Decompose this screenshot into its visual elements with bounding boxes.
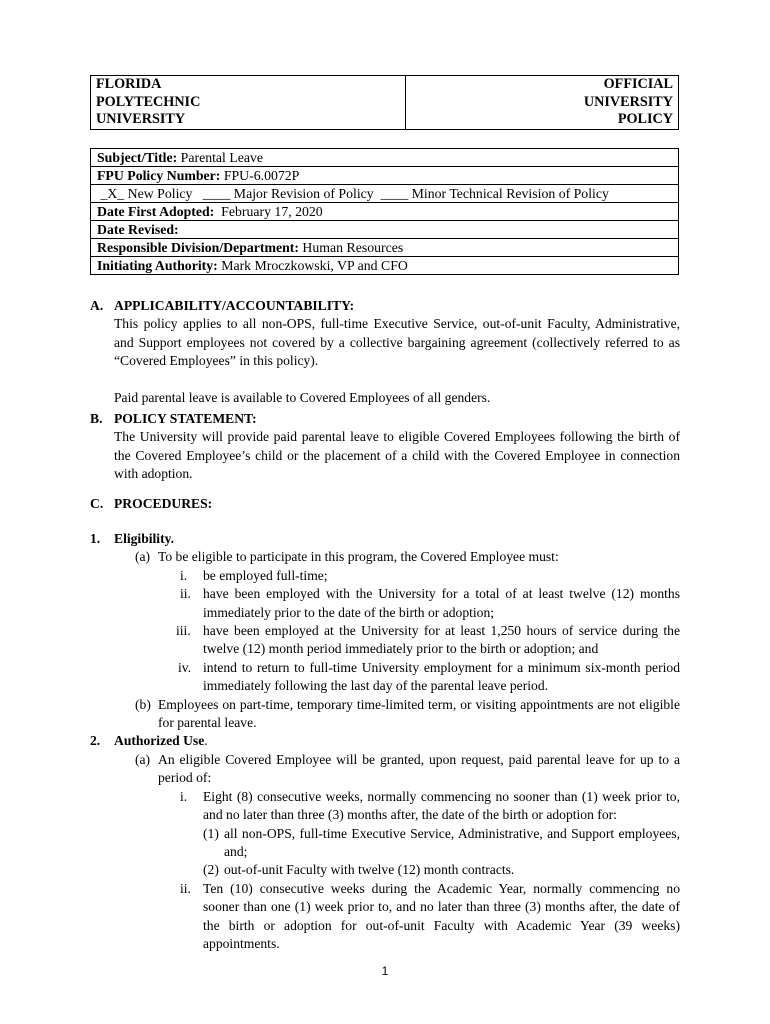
- section-b-paragraph: The University will provide paid parental leave to eligible Covered Employees following the birth of the Covered Employee’s child or the placement of a child with the Covered Employee in connection with adoption.: [114, 429, 680, 482]
- header-left-2: POLYTECHNIC: [96, 93, 201, 110]
- section-c: [90, 495, 680, 513]
- date-adopted-label: Date First Adopted:: [97, 204, 215, 219]
- authorized-ii-number: ii.: [180, 880, 191, 896]
- eligibility-subitem-iii: [90, 622, 680, 659]
- authorized-sub-1-text: all non-OPS, full-time Executive Service, Administrative, and Support employees, and;: [224, 825, 680, 859]
- section-a: [90, 297, 680, 407]
- section-a-paragraph-1: This policy applies to all non-OPS, full-time Executive Service, out-of-unit Faculty, Administrative, and Support employees not covered by a collective bargaining agreement (collectively referred to as “Covered Employees” in this policy).: [114, 316, 680, 369]
- revision-type-row: [91, 185, 679, 203]
- eligibility-i-number: i.: [180, 567, 188, 583]
- eligibility-iii-text: have been employed at the University for at least 1,250 hours of service during the twelve (12) month period immediately prior to the birth or adoption; and: [203, 623, 680, 657]
- authorized-i-text: Eight (8) consecutive weeks, normally commencing no sooner than (1) week prior to, and no later than three (3) months after, the date of the birth or adoption for:: [203, 788, 680, 823]
- eligibility-iv-number: iv.: [178, 659, 192, 675]
- authority-row: [91, 257, 679, 275]
- section-a-heading: [90, 297, 680, 315]
- eligibility-i-text: be employed full-time;: [203, 567, 328, 583]
- eligibility-section: [90, 530, 680, 953]
- authorized-sub-2-number: (2): [203, 862, 219, 878]
- official-policy-label: [405, 76, 678, 130]
- header-right-2: UNIVERSITY: [583, 93, 673, 110]
- revision-type-text: _X_ New Policy ____ Major Revision of Policy ____ Minor Technical Revision of Policy: [97, 186, 609, 201]
- eligibility-heading: [90, 530, 680, 548]
- eligibility-iv-text: intend to return to full-time University employment for a minimum six-month period immediately following the last day of the parental leave period.: [203, 659, 680, 694]
- eligibility-b-label: (b): [135, 696, 151, 712]
- section-a-paragraph-2: Paid parental leave is available to Covered Employees of all genders.: [114, 389, 491, 405]
- division-row: [91, 239, 679, 257]
- authorized-sub-2: [90, 861, 680, 879]
- header-right-1: OFFICIAL: [603, 76, 673, 92]
- eligibility-b-text: Employees on part-time, temporary time-limited term, or visiting appointments are not eligible for parental leave.: [158, 696, 680, 731]
- subject-label: Subject/Title:: [97, 150, 178, 165]
- header-right-3: POLICY: [617, 111, 673, 128]
- header-table: [90, 75, 679, 130]
- authorized-use-period: .: [204, 733, 208, 749]
- authorized-use-heading: [90, 732, 680, 750]
- eligibility-a-label: (a): [135, 549, 151, 565]
- eligibility-subitem-i: [90, 567, 680, 585]
- university-name: [91, 76, 406, 130]
- authorized-sub-1: [90, 825, 680, 862]
- eligibility-subitem-iv: [90, 659, 680, 696]
- policy-number-label: FPU Policy Number:: [97, 168, 221, 183]
- authority-value: Mark Mroczkowski, VP and CFO: [217, 258, 408, 273]
- section-b: [90, 410, 680, 484]
- header-left-1: FLORIDA: [96, 76, 162, 92]
- date-adopted-row: [91, 203, 679, 221]
- eligibility-ii-text: have been employed with the University for a total of at least twelve (12) months immediately prior to the date of the birth or adoption;: [203, 586, 680, 620]
- section-b-heading: [90, 410, 680, 428]
- section-b-letter: B.: [90, 411, 103, 426]
- division-value: Human Resources: [298, 240, 404, 255]
- authorized-subitem-ii: [90, 880, 680, 954]
- eligibility-ii-number: ii.: [180, 586, 191, 602]
- section-a-title: APPLICABILITY/ACCOUNTABILITY:: [114, 298, 355, 313]
- authorized-a-text: An eligible Covered Employee will be granted, upon request, paid parental leave for up to a period of:: [158, 751, 680, 786]
- authorized-sub-1-number: (1): [203, 825, 219, 841]
- authorized-use-number: 2.: [90, 733, 101, 749]
- eligibility-item-a: [90, 548, 680, 566]
- eligibility-a-text: To be eligible to participate in this program, the Covered Employee must:: [158, 549, 559, 565]
- section-c-letter: C.: [90, 496, 104, 511]
- eligibility-iii-number: iii.: [176, 623, 191, 639]
- authorized-i-number: i.: [180, 788, 188, 804]
- eligibility-number: 1.: [90, 531, 101, 546]
- date-adopted-value: February 17, 2020: [214, 204, 323, 219]
- date-revised-row: [91, 221, 679, 239]
- policy-meta-table: [90, 148, 679, 275]
- section-c-heading: [90, 495, 680, 513]
- division-label: Responsible Division/Department:: [97, 240, 299, 255]
- subject-row: [91, 149, 679, 167]
- section-b-title: POLICY STATEMENT:: [114, 411, 257, 426]
- authorized-subitem-i: [90, 788, 680, 825]
- authorized-use-title: Authorized Use: [114, 733, 205, 749]
- eligibility-title: Eligibility.: [114, 531, 175, 546]
- subject-value: Parental Leave: [177, 150, 264, 165]
- page-number: 1: [381, 964, 389, 978]
- date-revised-label: Date Revised:: [97, 222, 179, 237]
- authorized-a-label: (a): [135, 751, 151, 767]
- authority-label: Initiating Authority:: [97, 258, 218, 273]
- eligibility-item-b: [90, 696, 680, 733]
- section-a-letter: A.: [90, 298, 104, 313]
- eligibility-subitem-ii: [90, 585, 680, 622]
- authorized-ii-text: Ten (10) consecutive weeks during the Academic Year, normally commencing no sooner than one (1) week prior to, and no later than three (3) months after, the date of the birth or adoption for out-of-unit Faculty with Academic Year (39 weeks) appointments.: [203, 880, 680, 951]
- policy-number-row: [91, 167, 679, 185]
- policy-number-value: FPU-6.0072P: [220, 168, 300, 183]
- authorized-sub-2-text: out-of-unit Faculty with twelve (12) month contracts.: [224, 862, 515, 878]
- authorized-item-a: [90, 751, 680, 788]
- header-left-3: UNIVERSITY: [96, 111, 186, 128]
- section-c-title: PROCEDURES:: [114, 496, 213, 511]
